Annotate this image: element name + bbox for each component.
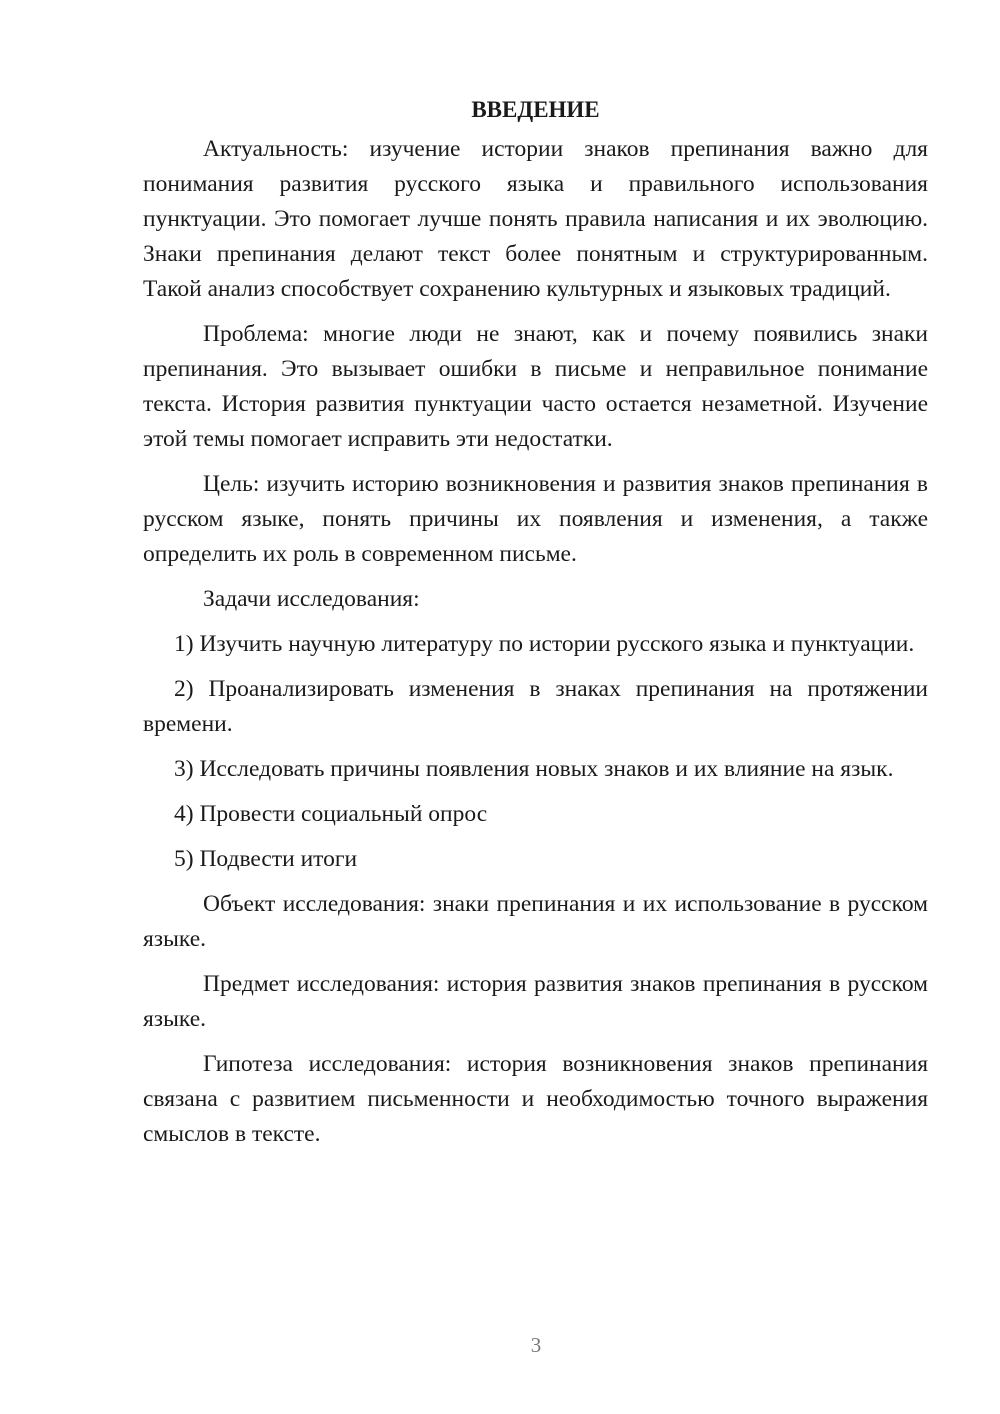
hypothesis-paragraph: Гипотеза исследования: история возникновения знаков препинания связана с развитием письменности и необходимостью точного выражения смыслов в тексте. (143, 1051, 928, 1147)
task-item-5: 5) Подвести итоги (174, 846, 358, 872)
task-item-1: 1) Изучить научную литературу по истории русского языка и пунктуации. (174, 631, 915, 657)
subject-paragraph: Предмет исследования: история развития знаков препинания в русском языке. (143, 971, 928, 1032)
tasks-heading: Задачи исследования: (203, 586, 420, 612)
document-body (143, 92, 928, 1162)
task-item-3: 3) Исследовать причины появления новых знаков и их влияние на язык. (174, 756, 894, 782)
goal-paragraph: Цель: изучить историю возникновения и развития знаков препинания в русском языке, понять причины их появления и изменения, а также определить их роль в современном письме. (143, 471, 928, 567)
relevance-paragraph: Актуальность: изучение истории знаков препинания важно для понимания развития русского языка и правильного использования пунктуации. Это помогает лучше понять правила написания и их эволюцию. Знаки препинания делают текст более понятным и структурированным. Такой анализ способствует сохранению культурных и языковых традиций. (143, 136, 928, 302)
object-paragraph: Объект исследования: знаки препинания и их использование в русском языке. (143, 891, 928, 952)
problem-paragraph: Проблема: многие люди не знают, как и почему появились знаки препинания. Это вызывает ошибки в письме и неправильное понимание текста. История развития пунктуации часто остается незаметной. Изучение этой темы помогает исправить эти недостатки. (143, 321, 928, 452)
task-item-4: 4) Провести социальный опрос (174, 801, 488, 827)
page-title: ВВЕДЕНИЕ (471, 97, 600, 122)
page-number: 3 (530, 1333, 542, 1357)
task-item-2: 2) Проанализировать изменения в знаках препинания на протяжении времени. (143, 676, 928, 737)
